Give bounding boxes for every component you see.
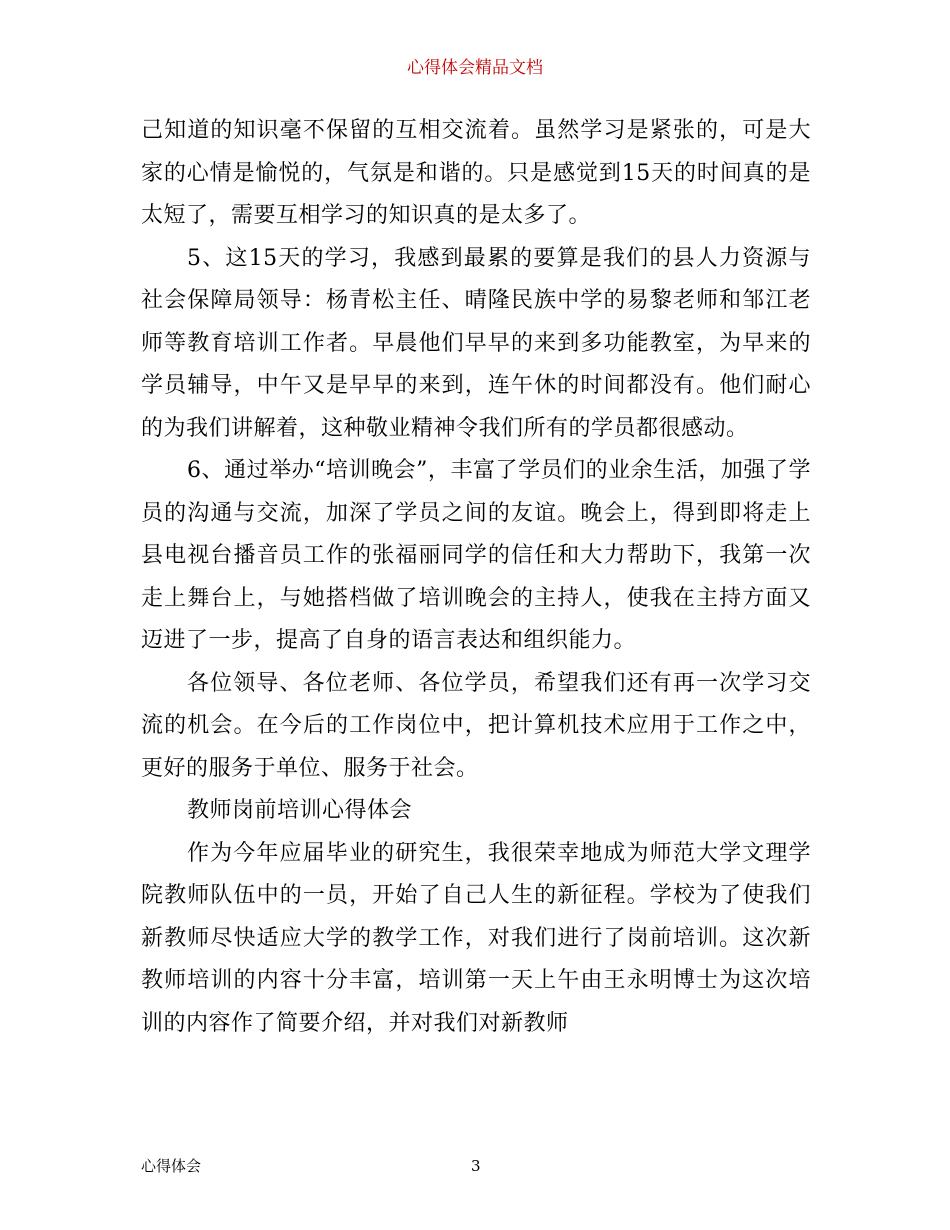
page-number: 3 <box>471 1157 481 1175</box>
page-header-title: 心得体会精品文档 <box>407 58 543 78</box>
section-heading: 教师岗前培训心得体会 <box>187 798 413 823</box>
paragraph-item-6: 6、通过举办“培训晚会”，丰富了学员们的业余生活，加强了学员的沟通与交流，加深了学员之间的友谊。晚会上，得到即将走上县电视台播音员工作的张福丽同学的信任和大力帮助下，我第一次走上舞台上，与她搭档做了培训晚会的主持人，使我在主持方面又迈进了一步，提高了自身的语言表达和组织能力。 <box>141 458 811 653</box>
paragraph-closing: 各位领导、各位老师、各位学员，希望我们还有再一次学习交流的机会。在今后的工作岗位中，把计算机技术应用于工作之中，更好的服务于单位、服务于社会。 <box>141 670 811 781</box>
paragraph-new-section: 作为今年应届毕业的研究生，我很荣幸地成为师范大学文理学院教师队伍中的一员，开始了自己人生的新征程。学校为了使我们新教师尽快适应大学的教学工作，对我们进行了岗前培训。这次新教师培训的内容十分丰富，培训第一天上午由王永明博士为这次培训的内容作了简要介绍，并对我们对新教师 <box>141 840 811 1036</box>
paragraph-continuation: 己知道的知识毫不保留的互相交流着。虽然学习是紧张的，可是大家的心情是愉悦的，气氛是和谐的。只是感觉到15天的时间真的是太短了，需要互相学习的知识真的是太多了。 <box>141 118 811 228</box>
document-body <box>141 110 811 1045</box>
footer-label: 心得体会 <box>141 1157 202 1175</box>
paragraph-item-5: 5、这15天的学习，我感到最累的要算是我们的县人力资源与社会保障局领导：杨青松主任、晴隆民族中学的易黎老师和邹江老师等教育培训工作者。早晨他们早早的来到多功能教室，为早来的学员辅导，中午又是早早的来到，连午休的时间都没有。他们耐心的为我们讲解着，这种敬业精神令我们所有的学员都很感动。 <box>141 245 811 441</box>
page-footer <box>141 1154 811 1178</box>
